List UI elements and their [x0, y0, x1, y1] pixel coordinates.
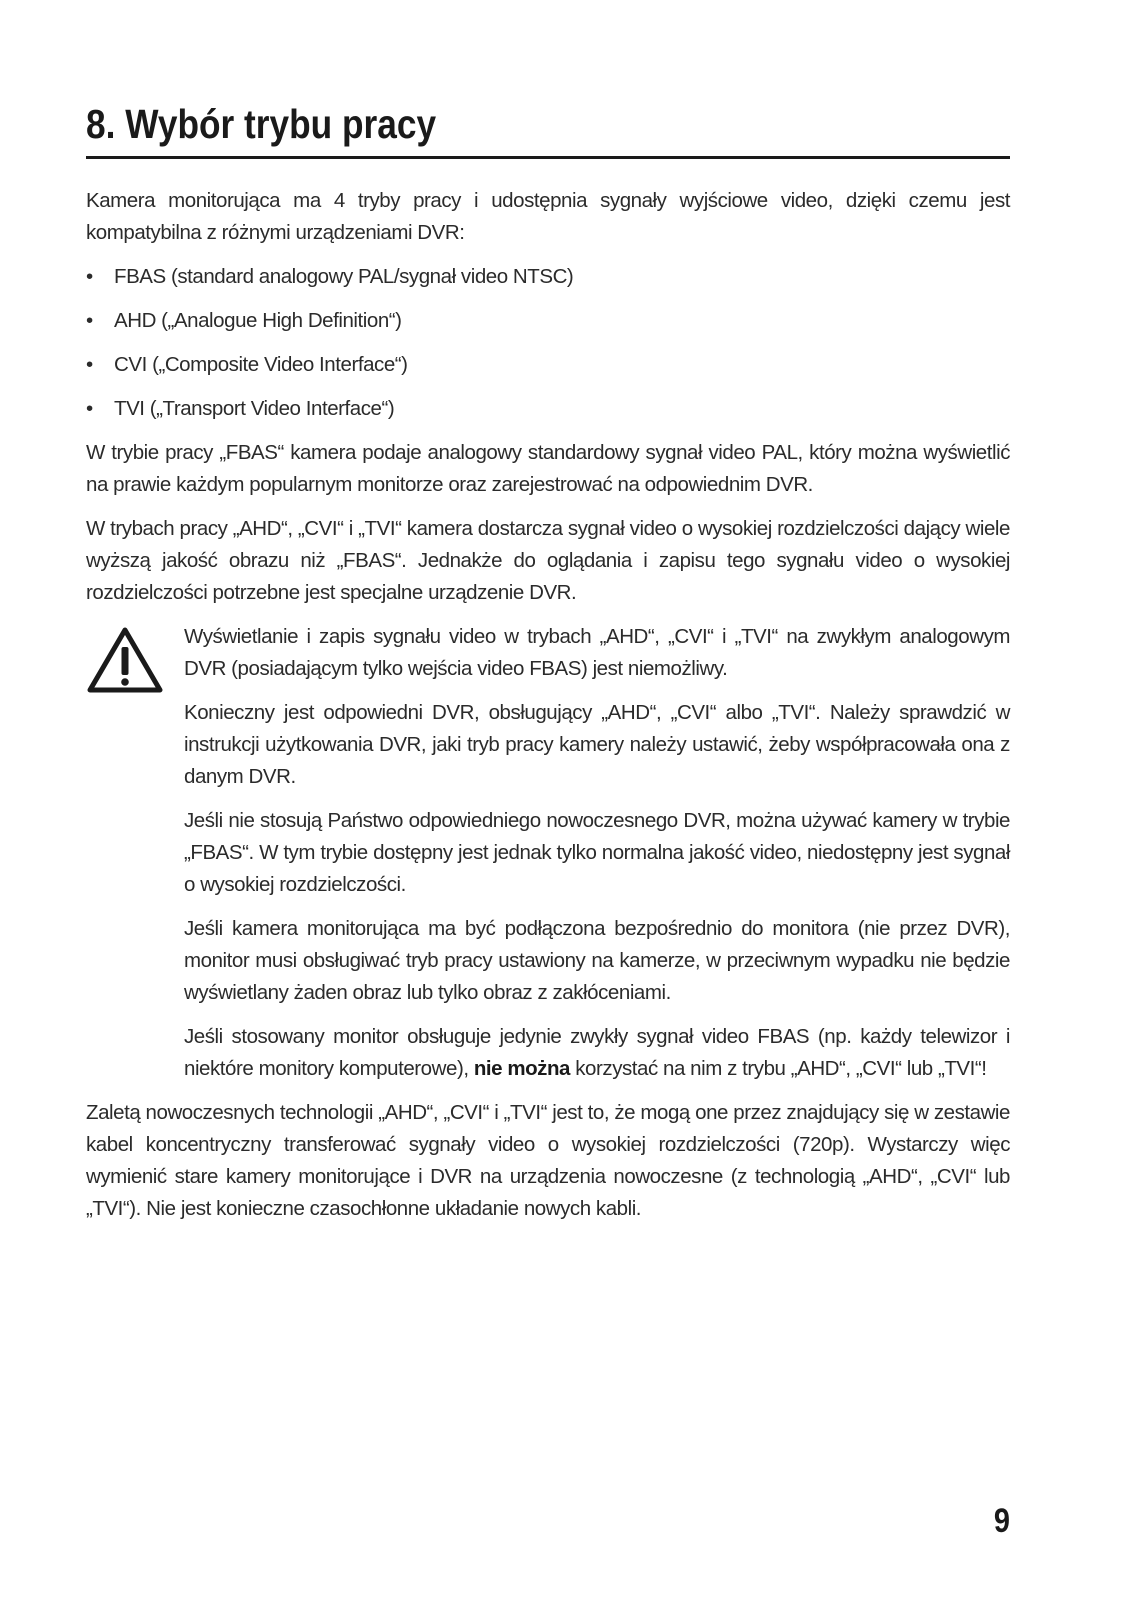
fbas-paragraph: W trybie pracy „FBAS“ kamera podaje analogowy standardowy sygnał video PAL, który można wyświetlić na prawie każdym popularnym monitorze oraz zarejestrować na odpowiednim DVR. — [86, 441, 1010, 496]
section-title: 8. Wybór trybu pracy — [86, 101, 437, 147]
warning-paragraph-4: Jeśli kamera monitorująca ma być podłączona bezpośrednio do monitora (nie przez DVR), monitor musi obsługiwać tryb pracy ustawiony na kamerze, w przeciwnym wypadku nie będzie wyświetlany żaden obraz lub tylko obraz z zakłóceniami. — [184, 917, 1010, 1004]
warning-paragraph-1: Wyświetlanie i zapis sygnału video w trybach „AHD“, „CVI“ i „TVI“ na zwykłym analogowym DVR (posiadającym tylko wejścia video FBAS) jest niemożliwy. — [184, 625, 1010, 680]
bullet-icon: • — [86, 265, 93, 288]
list-item — [86, 261, 1010, 293]
final-paragraph: Zaletą nowoczesnych technologii „AHD“, „CVI“ i „TVI“ jest to, że mogą one przez znajdujący się w zestawie kabel koncentryczny transferować sygnały video o wysokiej rozdzielczości (720p). Wystarczy więc wymienić stare kamery monitorujące i DVR na urządzenia nowoczesne (z technologią „AHD“, „CVI“ lub „TVI“). Nie jest konieczne czasochłonne układanie nowych kabli. — [86, 1101, 1010, 1220]
warning-triangle-icon — [86, 625, 164, 695]
list-item — [86, 393, 1010, 425]
list-item — [86, 349, 1010, 381]
intro-paragraph: Kamera monitorująca ma 4 tryby pracy i udostępnia sygnały wyjściowe video, dzięki czemu jest kompatybilna z różnymi urządzeniami DVR: — [86, 189, 1010, 244]
list-item-text: FBAS (standard analogowy PAL/sygnał video NTSC) — [114, 265, 574, 288]
list-item-text: AHD („Analogue High Definition“) — [114, 309, 402, 332]
list-item-text: CVI („Composite Video Interface“) — [114, 353, 408, 376]
warning-block — [86, 621, 1010, 1085]
page-number: 9 — [993, 1502, 1010, 1540]
hd-modes-paragraph: W trybach pracy „AHD“, „CVI“ i „TVI“ kamera dostarcza sygnał video o wysokiej rozdzielczości dający wiele wyższą jakość obrazu niż „FBAS“. Jednakże do oglądania i zapisu tego sygnału video o wysokiej rozdzielczości potrzebne jest specjalne urządzenie DVR. — [86, 517, 1010, 604]
bullet-icon: • — [86, 353, 93, 376]
warning-paragraph-2: Konieczny jest odpowiedni DVR, obsługujący „AHD“, „CVI“ albo „TVI“. Należy sprawdzić w instrukcji użytkowania DVR, jaki tryb pracy kamery należy ustawić, żeby współpracowała ona z danym DVR. — [184, 701, 1010, 788]
warning-p5-emphasis: nie można — [473, 1057, 571, 1080]
warning-p5-text-end: korzystać na nim z trybu „AHD“, „CVI“ lub „TVI“! — [570, 1057, 987, 1080]
title-underline — [86, 156, 1010, 159]
bullet-icon: • — [86, 397, 93, 420]
warning-paragraph-3: Jeśli nie stosują Państwo odpowiedniego nowoczesnego DVR, można używać kamery w trybie „FBAS“. W tym trybie dostępny jest jednak tylko normalna jakość video, niedostępny jest sygnał o wysokiej rozdzielczości. — [184, 809, 1010, 896]
warning-p5-text-start: Jeśli stosowany monitor obsługuje jedynie zwykły sygnał video FBAS (np. każdy telewizor i niektóre monitory komputerowe), — [184, 1025, 1010, 1080]
list-item — [86, 305, 1010, 337]
section-body — [86, 185, 1010, 1237]
list-item-text: TVI („Transport Video Interface“) — [114, 397, 395, 420]
mode-list — [86, 261, 1010, 425]
bullet-icon: • — [86, 309, 93, 332]
warning-paragraph-5 — [184, 1021, 1010, 1085]
